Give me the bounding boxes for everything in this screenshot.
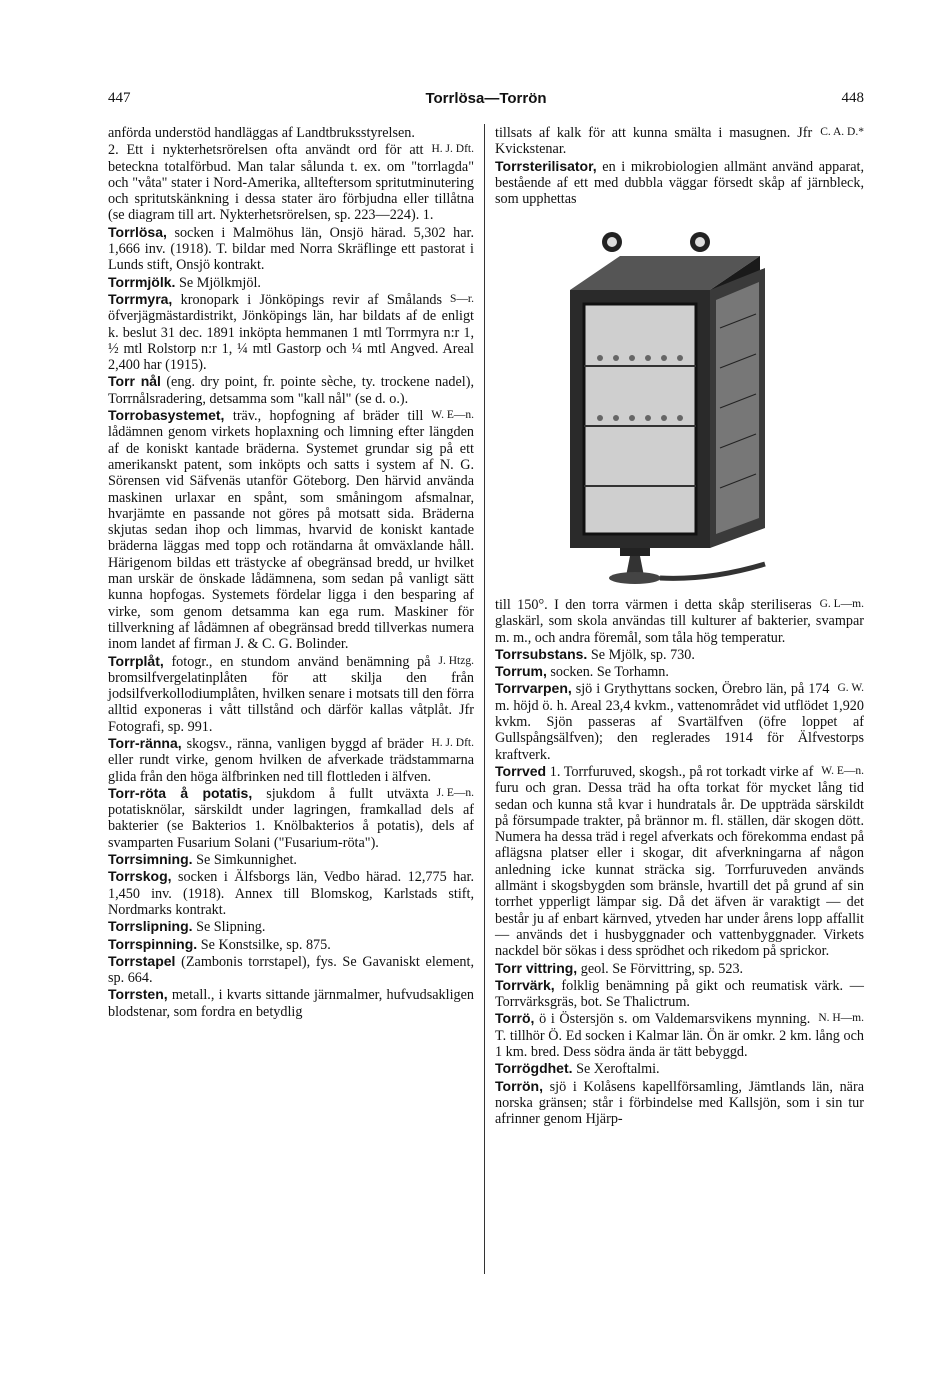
- entry-text: sjö i Kolåsens kapellförsamling, Jämtlands län, nära norska gränsen; står i förbindelse med Kallsjön, som i sin tur afrinner genom Hjärp-: [495, 1078, 864, 1128]
- entry: [108, 986, 474, 1020]
- entry-headword: Torr-ränna,: [108, 734, 182, 751]
- entry: [495, 960, 864, 977]
- entry-text: socken i Malmöhus län, Onsjö härad. 5,302 har. 1,666 inv. (1918). T. bildar med Norra Skräflinge ett pastorat i Lunds stift, Onsjö kontrakt.: [108, 224, 474, 274]
- entry-headword: Torrstapel: [108, 952, 176, 969]
- entry-text: metall., i kvarts sittande järnmalmer, hufvudsakligen blodstenar, som fordra en betydlig: [108, 987, 474, 1020]
- entry-headword: Torrplåt,: [108, 652, 164, 669]
- entry-text: kronopark i Jönköpings revir af Smålands öfverjägmästardistrikt, Jönköpings län, har bildats af de enligt k. beslut 31 dec. 1891 inköpta hemmanen 1 mtl Torrmyra n:r 1, ½ mtl Rolstorp n:r 1, ¼ mtl Gastorp och ¼ mtl Angved. Areal 2,400 har (1915).: [108, 291, 474, 374]
- entry-text: Se Mjölkmjöl.: [178, 274, 261, 291]
- entry-headword: Torrspinning.: [108, 935, 198, 952]
- entry-headword: Torrum,: [495, 663, 547, 680]
- entry-text: (Zambonis torrstapel), fys. Se Gavaniskt element, sp. 664.: [108, 953, 474, 987]
- entry: [108, 373, 474, 407]
- page-number-right: 448: [841, 90, 864, 106]
- entry-headword: Torrobasystemet,: [108, 407, 225, 424]
- entry: [495, 663, 864, 680]
- entry: [495, 977, 864, 1011]
- entry: [108, 851, 474, 868]
- entry-signature: G. W.: [837, 682, 864, 695]
- entry: [108, 918, 474, 935]
- entry-headword: Torrön,: [495, 1077, 543, 1094]
- entry-headword: Torrmyra,: [108, 290, 173, 307]
- entry-text: tillsats af kalk för att kunna smälta i masugnen. Jfr Kvickstenar.: [495, 125, 813, 158]
- entry-headword: Torrvärk,: [495, 976, 555, 993]
- entry-headword: Torr-röta å potatis,: [108, 784, 253, 801]
- entry-text: socken i Älfsborgs län, Vedbo härad. 12,775 har. 1,450 inv. (1918). Annex till Blomskog, Karlstads stift, Nordmarks kontrakt.: [108, 869, 474, 918]
- entry-headword: Torrlösa,: [108, 223, 167, 240]
- entry-headword: Torrvarpen,: [495, 680, 572, 697]
- entry: [495, 596, 864, 646]
- column-divider: [484, 124, 485, 1274]
- entry: [108, 407, 474, 652]
- entry-signature: H. J. Dft.: [431, 736, 474, 749]
- entry: [108, 291, 474, 373]
- entry: [495, 158, 864, 208]
- entry-text: Se Simkunnighet.: [196, 852, 297, 869]
- running-title: Torrlösa—Torrön: [425, 90, 547, 107]
- entry: [108, 124, 474, 141]
- entry-text: folklig benämning på gikt och reumatisk värk. — Torrvärksgräs, bot. Se Thalictrum.: [495, 977, 864, 1011]
- entry-text: geol. Se Förvittring, sp. 523.: [580, 960, 744, 977]
- entry-text: en i mikrobiologien allmänt använd apparat, bestående af ett med dubbla väggar försedt skåp af järnbleck, som upphettas: [495, 158, 865, 208]
- entry: [495, 646, 864, 663]
- entry-text: Se Slipning.: [196, 919, 266, 936]
- entry: [108, 868, 474, 918]
- entry-headword: Torr vittring,: [495, 959, 578, 976]
- entry: [495, 1010, 864, 1060]
- entry-text: sjö i Grythyttans socken, Örebro län, på 174 m. höjd ö. h. Areal 23,4 kvkm., vattenområdet vid utflödet 1,920 kvkm. Sjön passeras af Svartälfven (öfre loppet af Gullspångsälfven); den reglerades 1914 för Älfvestorps kraftverk.: [495, 681, 864, 763]
- entry-headword: Torrsubstans.: [495, 645, 588, 662]
- entry-signature: S—r.: [450, 292, 474, 305]
- entry-headword: Torrsten,: [108, 986, 168, 1003]
- entry-text: Se Xeroftalmi.: [576, 1061, 660, 1078]
- entry-text: 1. Torrfuruved, skogsh., på rot torkadt virke af furu och gran. Dessa träd ha ofta torkat för mycket lång tid sedan och kunna stå kvar i hundratals år. De uppträda särskildt på försumpade trakter, på brännor m. fl. ställen, där skogen dött. Numera ha dessa träd i regel afverkats och förekomma endast på aflägsna platser eller i skogar, dit afverkningarna af någon anledning icke kunnat sträcka sig. Torrfuruveden används allmänt i skogsbygden som bränsle, hvartill det på grund af sin torrhet ypperligt lämpar sig. Då det äfven är varaktigt — det består ju af enbart kärnved, ytveden har under årens lopp affallit — används det i husbyggnader och vattenbyggnader. Virkets nackdel bör sökas i dess sprödhet och rikedom på sprickor.: [495, 763, 864, 960]
- entry-signature: C. A. D.*: [820, 126, 864, 138]
- entry-signature: N. H—m.: [818, 1012, 864, 1025]
- entry: [495, 680, 864, 762]
- entry: [495, 1078, 864, 1128]
- entry-headword: Torrögdhet.: [495, 1060, 573, 1077]
- entry-signature: J. Htzg.: [438, 654, 474, 667]
- entry-text: anförda understöd handläggas af Landtbruksstyrelsen.: [108, 125, 415, 141]
- entry-text: ö i Östersjön s. om Valdemarsvikens mynning. T. tillhör Ö. Ed socken i Kalmar län. Ön är omkr. 2 km. lång och 1 km. bred. Dess södra ända är tätt bebyggd.: [495, 1011, 864, 1061]
- entry-headword: Torrskog,: [108, 868, 172, 885]
- entry-text: till 150°. I den torra värmen i detta skåp steriliseras glaskärl, som skola användas till kulturer af bakterier, svampar m. m., och andra föremål, som tåla hög temperatur.: [495, 597, 864, 646]
- entry-text: 2. Ett i nykterhetsrörelsen ofta användt ord för att beteckna totalförbud. Man talar sålunda t. ex. om "torrlagda" och "våta" stater i Nord-Amerika, allteftersom spritutminutering och spritutskänkning i dessa stater äro förbjudna eller tillåtna (se diagram till art. Nykterhetsrörelsen, sp. 223—224). 1.: [108, 142, 474, 224]
- entry: [495, 763, 864, 960]
- entry-headword: Torrsimning.: [108, 851, 193, 868]
- entry-signature: W. E—n.: [821, 764, 864, 777]
- entry: [495, 1060, 864, 1077]
- entry-headword: Torr nål: [108, 373, 161, 390]
- left-column: [108, 124, 474, 1020]
- right-column-bottom: [495, 596, 864, 1128]
- entry: [108, 653, 474, 735]
- entry-text: Se Konstsilke, sp. 875.: [200, 936, 331, 953]
- entry-signature: W. E—n.: [431, 409, 474, 422]
- entry: [108, 274, 474, 291]
- entry: [495, 124, 864, 158]
- entry-text: Se Mjölk, sp. 730.: [590, 646, 695, 663]
- entry: [108, 735, 474, 785]
- entry-text: socken. Se Torhamn.: [550, 664, 669, 681]
- entry-signature: H. J. Dft.: [431, 143, 474, 156]
- right-column-top: [495, 124, 864, 207]
- entry: [108, 953, 474, 987]
- page-header: [108, 88, 864, 114]
- entry-text: fotogr., en stundom använd benämning på bromsilfvergelatinplåten för att skilja den från jodsilfverkollodiumplåten, hvilken senare i motsats till den förra alltid exponeras i vått tillstånd och därför kallas våtplåt. Jfr Fotografi, sp. 991.: [108, 653, 474, 735]
- entry-headword: Torrö,: [495, 1010, 535, 1027]
- dry-sterilizer-cabinet-illustration-icon: [560, 228, 810, 586]
- entry-text: (eng. dry point, fr. pointe sèche, ty. trockene nadel), Torrnålsradering, detsamma som "kall nål" (se d. o.).: [108, 374, 475, 407]
- entry: [108, 224, 474, 274]
- entry-headword: Torrsterilisator,: [495, 157, 597, 174]
- entry-text: skogsv., ränna, vanligen byggd af bräder eller rundt virke, genom hvilken de afverkade trädstammarna glida från den höga älfbrinken ned till flottleden i älfven.: [108, 735, 474, 785]
- entry-headword: Torrved: [495, 762, 547, 779]
- entry-text: sjukdom å fullt utväxta potatisknölar, särskildt under lagringen, framkallad dels af bakterier (se Bakterios 1. Knölbakterios å potatis), dels af svamparten Fusarium Solani ("Fusarium-röta").: [108, 785, 474, 851]
- entry-headword: Torrmjölk.: [108, 273, 176, 290]
- entry-signature: G. L—m.: [819, 598, 864, 610]
- entry: [108, 141, 474, 223]
- page-number-left: 447: [108, 90, 131, 106]
- entry-headword: Torrslipning.: [108, 918, 193, 935]
- entry: [108, 936, 474, 953]
- entry-text: träv., hopfogning af bräder till lådämnen genom virkets hoplaxning och limning efter längden af de koniskt kantade bräderna. Systemet grundar sig på ett amerikanskt patent, som inköpts och satts i system af N. G. Sörensen vid Säfvenäs utanför Göteborg. Den härvid använda maskinen urlaxar en spånt, som småningom afsmalnar, hvarjämte en passande not göres på motsatt sida. Bräderna skjutas sedan ihop och limmas, hvarvid de koniskt kantade bräderna läggas med topp och rotändarna åt omväxlande håll. Härigenom bildas ett trästycke af obegränsad bredd, ur hvilket man urskär de önskade lådämnena, som sedan på vanligt sätt kunna hopfogas. Systemets fördelar ligga i den besparing af virke, som genom detsamma kan ega rum. Maskiner för tillverkning af lådämnen af obegränsad bredd tillverkas numera inom landet af firman J. & C. G. Bolinder.: [108, 408, 474, 653]
- entry: [108, 785, 474, 851]
- entry-signature: J. E—n.: [436, 786, 474, 799]
